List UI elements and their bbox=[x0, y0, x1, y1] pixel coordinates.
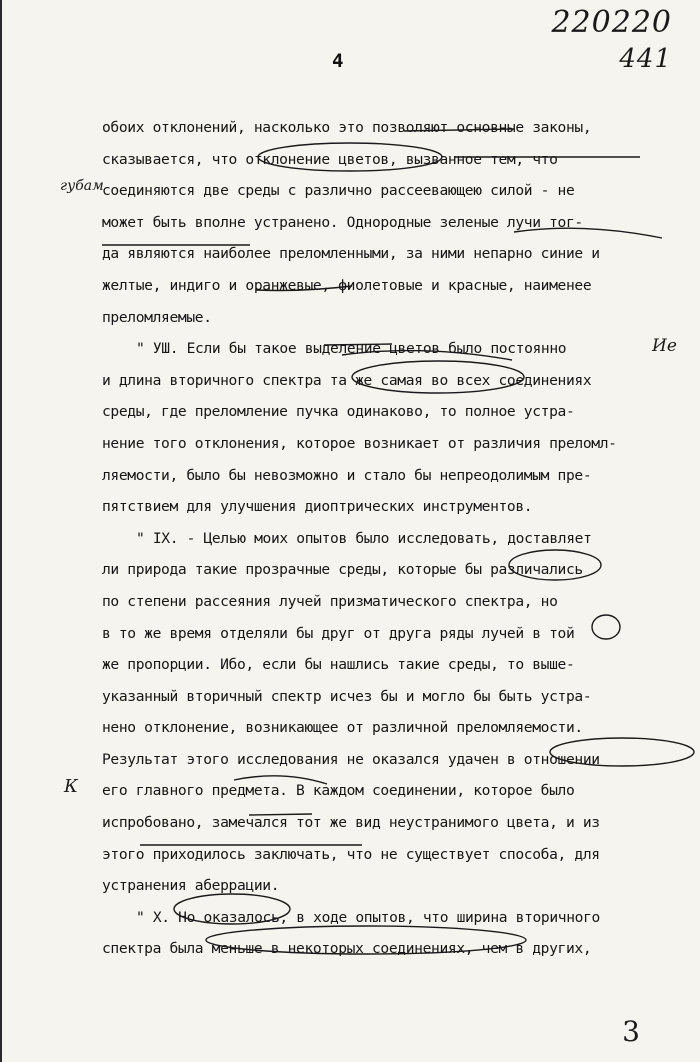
text-line: " Х. Но оказалось, в ходе опытов, что ширина вторичного bbox=[136, 908, 600, 926]
text-line: сказывается, что отклонение цветов, вызванное тем, что bbox=[102, 150, 558, 168]
body-text bbox=[102, 112, 662, 965]
text-line: " УШ. Если бы такое выделение цветов было постоянно bbox=[136, 340, 567, 358]
text-line: устранения аберрации. bbox=[102, 877, 280, 895]
text-line: указанный вторичный спектр исчез бы и могло бы быть устра- bbox=[102, 687, 592, 705]
text-line: нение того отклонения, которое возникает от различия преломл- bbox=[102, 434, 617, 452]
archive-number: 220220 bbox=[551, 5, 672, 40]
text-line: желтые, индиго и оранжевые, фиолетовые и красные, наименее bbox=[102, 276, 592, 294]
archive-stamp bbox=[551, 5, 672, 74]
bottom-page-mark: 3 bbox=[622, 1015, 640, 1048]
text-line: среды, где преломление пучка одинаково, то полное устра- bbox=[102, 403, 575, 421]
text-line: по степени рассеяния лучей призматического спектра, но bbox=[102, 592, 558, 610]
text-line: Результат этого исследования не оказался удачен в отношении bbox=[102, 750, 600, 768]
text-line: испробовано, замечался тот же вид неустранимого цвета, и из bbox=[102, 814, 600, 832]
text-line: преломляемые. bbox=[102, 308, 212, 326]
text-line: этого приходилось заключать, что не существует способа, для bbox=[102, 845, 600, 863]
text-line: соединяются две среды с различно рассеевающею силой - не bbox=[102, 182, 575, 200]
text-line: в то же время отделяли бы друг от друга ряды лучей в той bbox=[102, 624, 575, 642]
text-line: нено отклонение, возникающее от различной преломляемости. bbox=[102, 719, 583, 737]
page-number: 4 bbox=[332, 50, 344, 72]
text-line: ли природа такие прозрачные среды, которые бы различались bbox=[102, 561, 583, 579]
text-line: может быть вполне устранено. Однородные зеленые лучи тог- bbox=[102, 213, 583, 231]
text-line: пятствием для улучшения диоптрических инструментов. bbox=[102, 498, 533, 516]
text-line: спектра была меньше в некоторых соединениях, чем в других, bbox=[102, 940, 592, 958]
text-line: да являются наиболее преломленными, за ними непарно синие и bbox=[102, 245, 600, 263]
margin-note-left-1: губам bbox=[60, 178, 104, 194]
archive-sub-number: 441 bbox=[619, 44, 672, 74]
margin-note-right-1: Ие bbox=[652, 336, 677, 356]
text-line: его главного предмета. В каждом соединении, которое было bbox=[102, 782, 575, 800]
text-line: же пропорции. Ибо, если бы нашлись такие среды, то выше- bbox=[102, 656, 575, 674]
text-line: ляемости, было бы невозможно и стало бы непреодолимым пре- bbox=[102, 466, 592, 484]
text-line: обоих отклонений, насколько это позволяют основные законы, bbox=[102, 119, 592, 136]
text-line: и длина вторичного спектра та же самая во всех соединениях bbox=[102, 371, 592, 389]
margin-note-left-2: К bbox=[64, 776, 78, 797]
text-line: " IХ. - Целью моих опытов было исследовать, доставляет bbox=[136, 529, 592, 547]
